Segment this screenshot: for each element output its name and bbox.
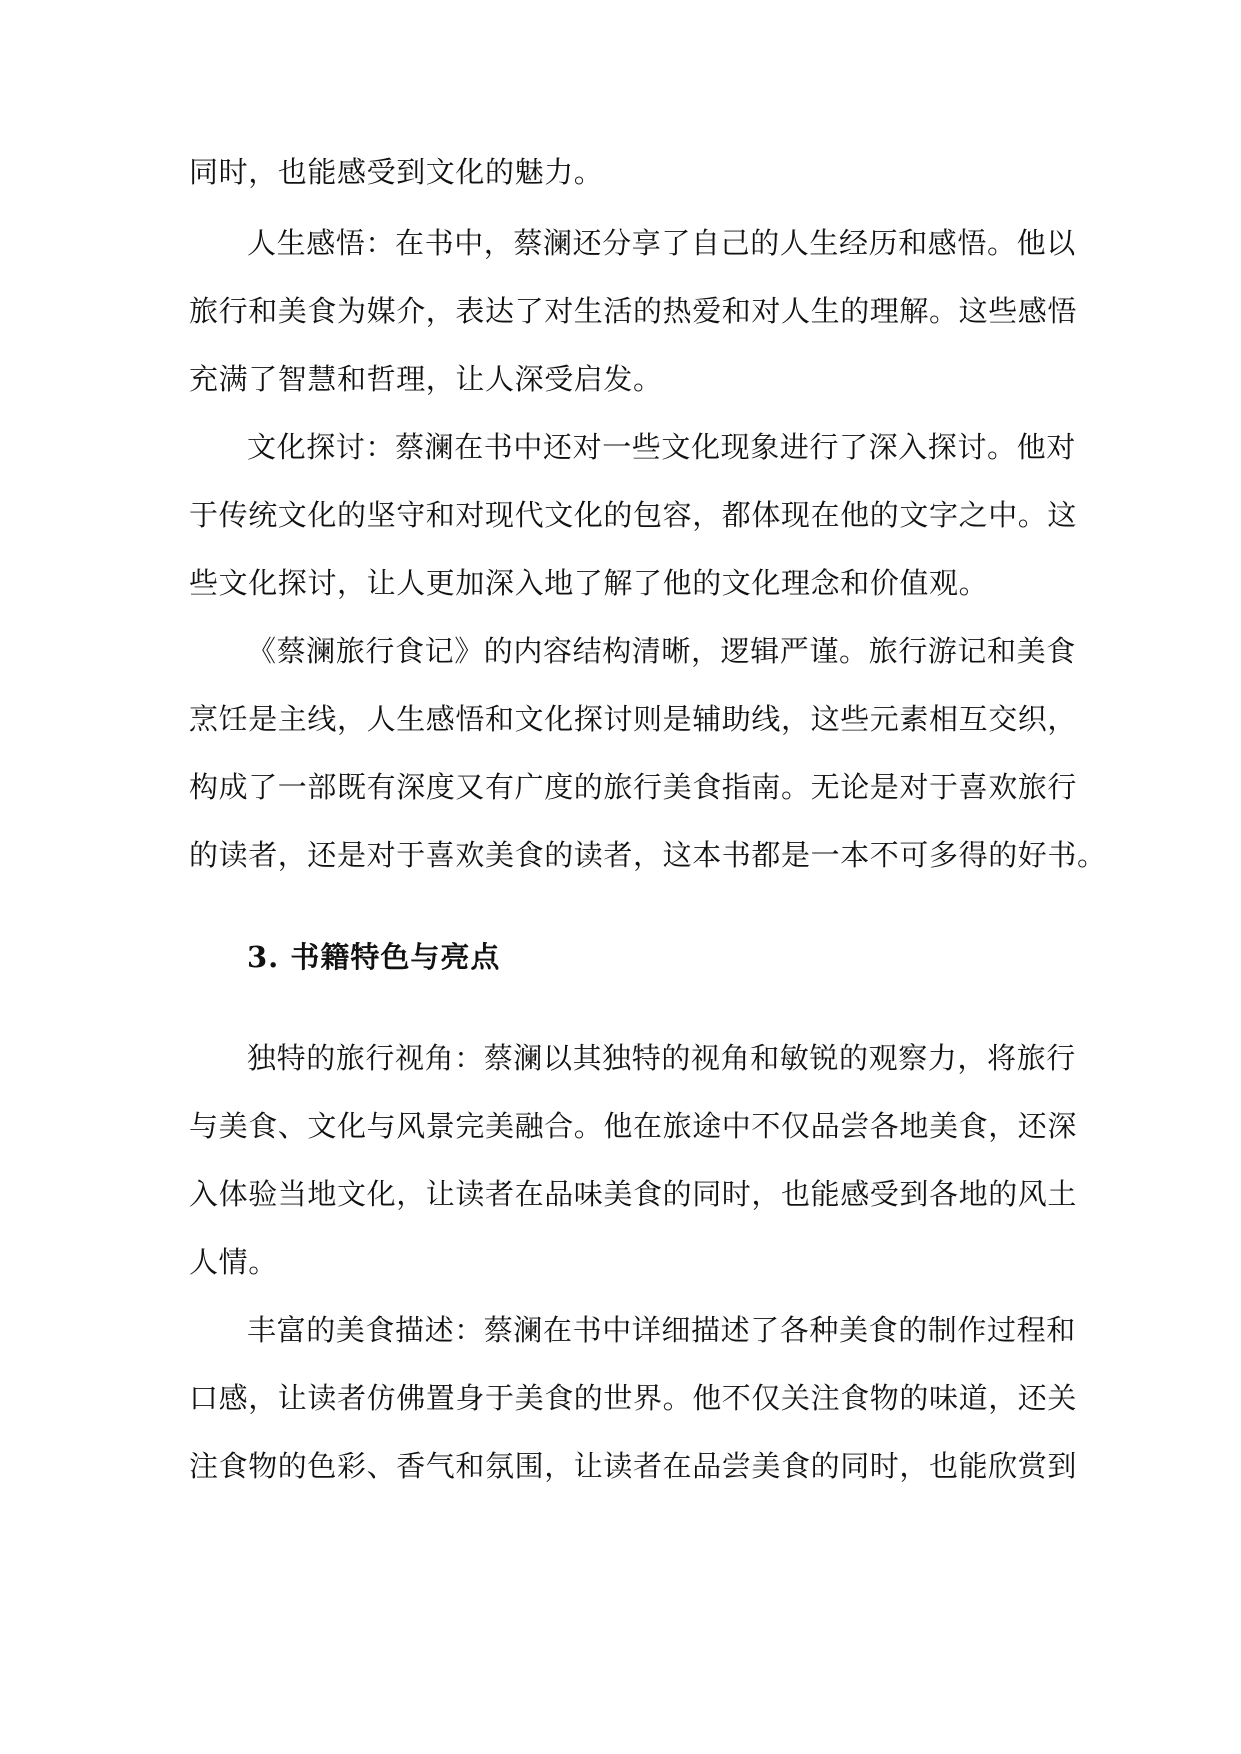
paragraph-start-line: 丰富的美食描述：蔡澜在书中详细描述了各种美食的制作过程和 [247, 1313, 1076, 1347]
text-line: 旅行和美食为媒介，表达了对生活的热爱和对人生的理解。这些感悟 [189, 294, 1078, 328]
paragraph-start-line: 文化探讨：蔡澜在书中还对一些文化现象进行了深入探讨。他对 [247, 430, 1076, 464]
text-line: 的读者，还是对于喜欢美食的读者，这本书都是一本不可多得的好书。 [189, 838, 1107, 872]
text-line: 注食物的色彩、香气和氛围，让读者在品尝美食的同时，也能欣赏到 [189, 1449, 1078, 1483]
text-line: 入体验当地文化，让读者在品味美食的同时，也能感受到各地的风土 [189, 1177, 1078, 1211]
text-line: 人情。 [189, 1245, 278, 1279]
text-line: 与美食、文化与风景完美融合。他在旅途中不仅品尝各地美食，还深 [189, 1109, 1078, 1143]
text-line: 于传统文化的坚守和对现代文化的包容，都体现在他的文字之中。这 [189, 498, 1078, 532]
text-line: 充满了智慧和哲理，让人深受启发。 [189, 362, 663, 396]
paragraph-start-line: 独特的旅行视角：蔡澜以其独特的视角和敏锐的观察力，将旅行 [247, 1041, 1076, 1075]
section-heading: 3. 书籍特色与亮点 [247, 940, 501, 974]
text-line: 烹饪是主线，人生感悟和文化探讨则是辅助线，这些元素相互交织， [189, 702, 1078, 736]
text-line: 同时，也能感受到文化的魅力。 [189, 155, 604, 189]
text-line: 些文化探讨，让人更加深入地了解了他的文化理念和价值观。 [189, 566, 989, 600]
paragraph-start-line: 人生感悟：在书中，蔡澜还分享了自己的人生经历和感悟。他以 [247, 226, 1076, 260]
text-line: 口感，让读者仿佛置身于美食的世界。他不仅关注食物的味道，还关 [189, 1381, 1078, 1415]
paragraph-start-line: 《蔡澜旅行食记》的内容结构清晰，逻辑严谨。旅行游记和美食 [247, 634, 1076, 668]
text-line: 构成了一部既有深度又有广度的旅行美食指南。无论是对于喜欢旅行 [189, 770, 1078, 804]
